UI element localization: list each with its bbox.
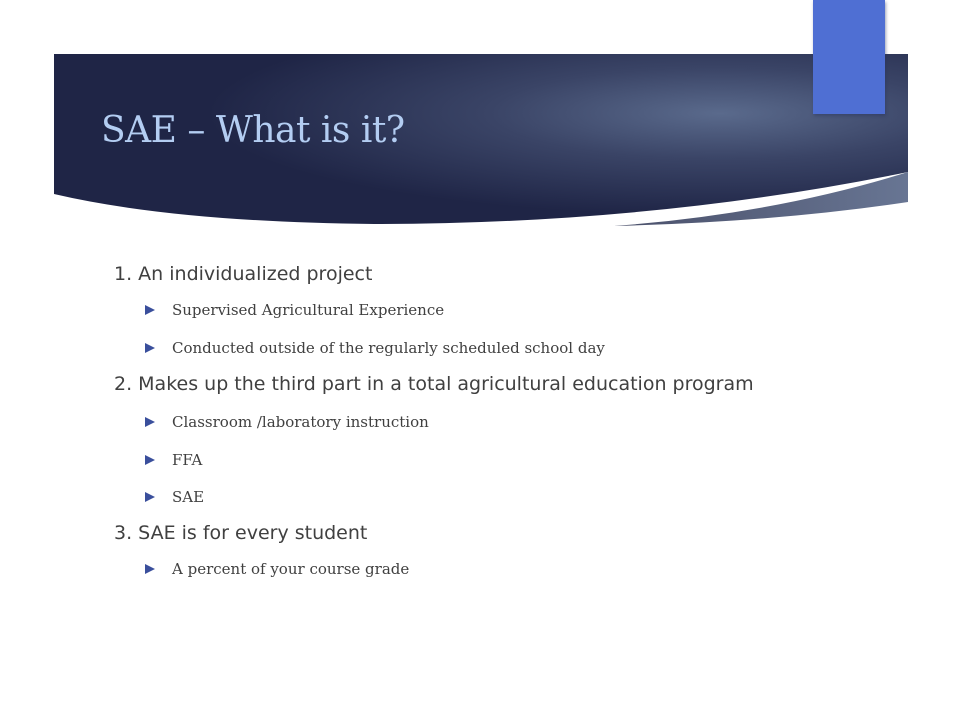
sub-list-item-text: A percent of your course grade: [172, 560, 410, 578]
right-triangle-bullet-icon: [145, 305, 155, 315]
list-item: 3. SAE is for every student: [114, 522, 368, 544]
sub-list-item: [114, 338, 794, 358]
sub-list-item-text: FFA: [172, 451, 203, 469]
right-triangle-bullet-icon: [145, 492, 155, 502]
accent-tab: [813, 0, 885, 114]
right-triangle-bullet-icon: [145, 417, 155, 427]
sub-list-item: [114, 559, 794, 579]
sub-list-item-text: Classroom /laboratory instruction: [172, 413, 429, 431]
right-triangle-bullet-icon: [145, 564, 155, 574]
sub-list-item-text: Conducted outside of the regularly scheduled school day: [172, 339, 605, 357]
right-triangle-bullet-icon: [145, 343, 155, 353]
sub-list-item: [114, 450, 794, 470]
slide-title: SAE – What is it?: [101, 110, 405, 151]
list-item: 2. Makes up the third part in a total agricultural education program: [114, 373, 754, 395]
sub-list-item: [114, 300, 794, 320]
sub-list-item-text: Supervised Agricultural Experience: [172, 301, 445, 319]
slide-content: [114, 262, 794, 579]
sub-list-item: [114, 487, 794, 507]
sub-list-item: [114, 412, 794, 432]
list-item: 1. An individualized project: [114, 263, 373, 285]
sub-list-item-text: SAE: [172, 488, 205, 506]
right-triangle-bullet-icon: [145, 455, 155, 465]
